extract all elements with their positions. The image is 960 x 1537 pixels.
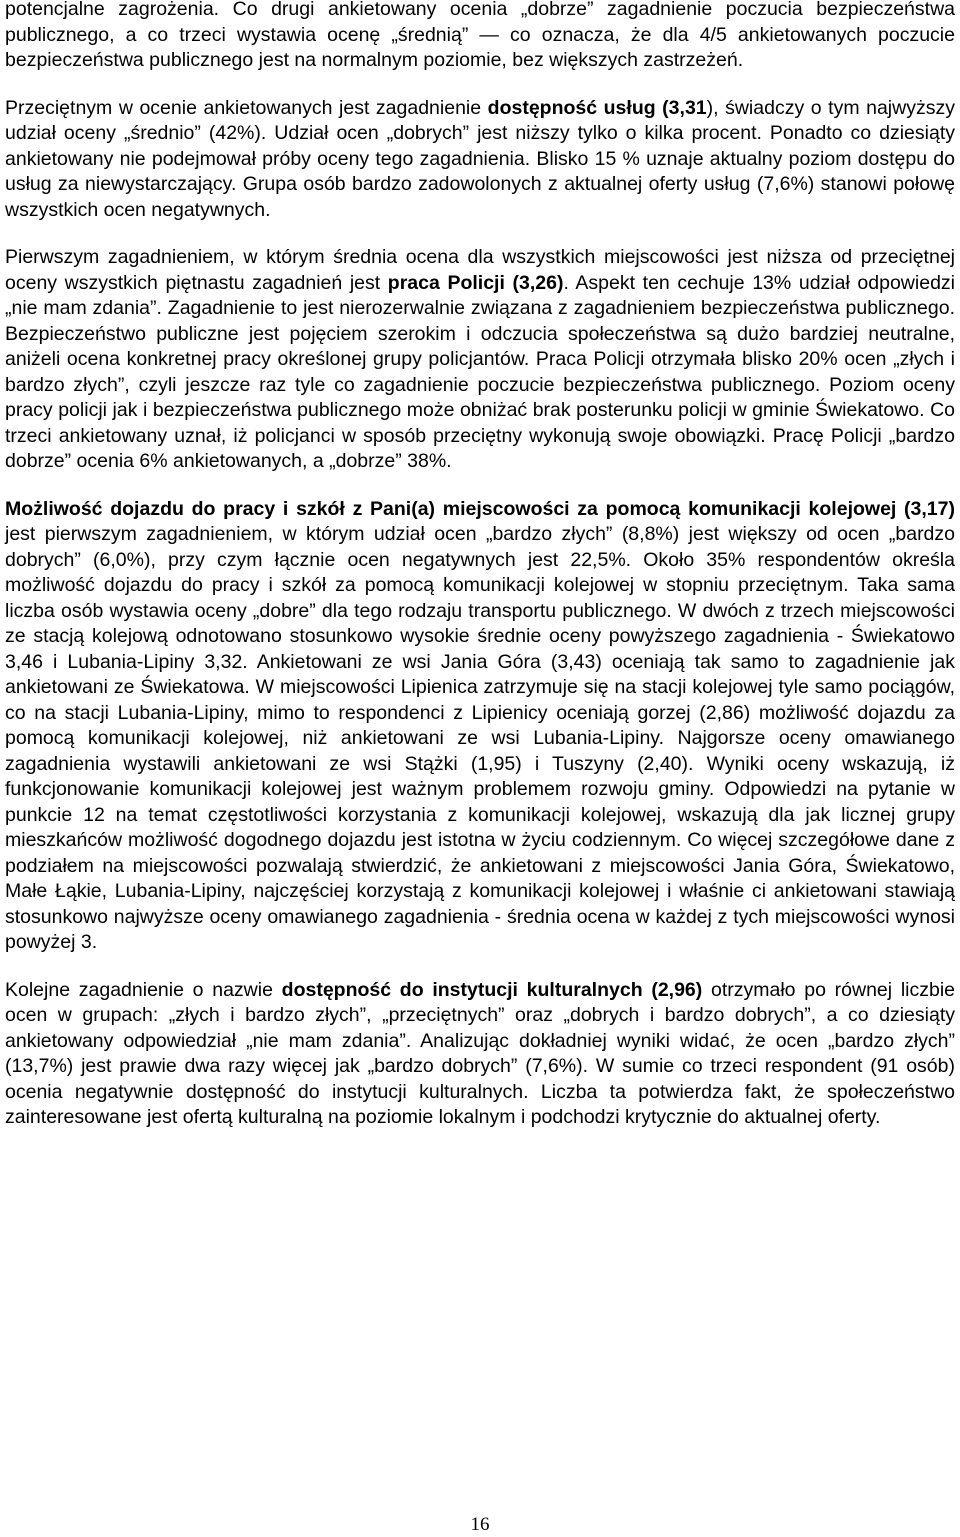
paragraph-public-safety <box>5 0 960 74</box>
paragraph-text: Przeciętnym w ocenie ankietowanych jest zagadnienie <box>5 96 488 119</box>
paragraph-text: Pierwszym zagadnieniem, w którym średnia ocena dla wszystkich miejscowości jest niższa od przeciętnej oceny wszystkich piętnastu zagadnień jest <box>5 246 960 294</box>
paragraph-police-work <box>5 245 960 475</box>
paragraph-text: . Aspekt ten cechuje 13% udział odpowiedzi „nie mam zdania”. Zagadnienie to jest nierozerwalnie związana z zagadnieniem bezpieczeństwa publicznego. Bezpieczeństwo publiczne jest pojęciem szerokim i odczucia społeczeństwa są dużo bardziej neutralne, aniżeli ocena konkretnej pracy określonej grupy policjantów. Praca Policji otrzymała blisko 20% ocen „złych i bardzo złych”, czyli jeszcze raz tyle co zagadnienie poczucie bezpieczeństwa publicznego. Poziom oceny pracy policji jak i bezpieczeństwa publicznego może obniżać brak posterunku policji w gminie Świekatowo. Co trzeci ankietowany uznał, iż policjanci w sposób przeciętny wykonują swoje obowiązki. Pracę Policji „bardzo dobrze” ocenia 6% ankietowanych, a „dobrze” 38%. <box>5 271 960 472</box>
page-number: 16 <box>470 1514 490 1535</box>
bold-phrase: dostępność usług (3,31 <box>487 96 707 119</box>
paragraph-text: otrzymało po równej liczbie ocen w grupach: „złych i bardzo złych”, „przeciętnych” oraz „dobrych i bardzo dobrych”, a co dziesiąty ankietowany odpowiedział „nie mam zdania”. Analizując dokładniej wyniki widać, że ocen „bardzo złych” (13,7%) jest prawie dwa razy więcej jak „bardzo dobrych” (7,6%). W sumie co trzeci respondent (91 osób) ocenia negatywnie dostępność do instytucji kulturalnych. Liczba ta potwierdza fakt, że społeczeństwo zainteresowane jest ofertą kulturalną na poziomie lokalnym i podchodzi krytycznie do aktualnej oferty. <box>5 978 960 1128</box>
bold-phrase: dostępność do instytucji kulturalnych (2,96) <box>281 978 703 1001</box>
bold-phrase: praca Policji (3,26) <box>387 271 564 294</box>
paragraph-text: potencjalne zagrożenia. Co drugi ankietowany ocenia „dobrze” zagadnienie poczucia bezpieczeństwa publicznego, a co trzeci wystawia ocenę „średnią” — co oznacza, że dla 4/5 ankietowanych poczucie bezpieczeństwa publicznego jest na normalnym poziomie, bez większych zastrzeżeń. <box>5 0 960 71</box>
paragraph-text: ), świadczy o tym najwyższy udział oceny „średnio” (42%). Udział ocen „dobrych” jest niższy tylko o kilka procent. Ponadto co dziesiąty ankietowany nie podejmował próby oceny tego zagadnienia. Blisko 15 % uznaje aktualny poziom dostępu do usług za niewystarczający. Grupa osób bardzo zadowolonych z aktualnej oferty usług (7,6%) stanowi połowę wszystkich ocen negatywnych. <box>5 96 960 221</box>
paragraph-services-access <box>5 96 960 224</box>
paragraph-text: Kolejne zagadnienie o nazwie <box>5 978 282 1001</box>
bold-phrase: Możliwość dojazdu do pracy i szkół z Pani(a) miejscowości za pomocą komunikacji kolejowej (3,17) <box>5 497 955 520</box>
paragraph-text: jest pierwszym zagadnieniem, w którym udział ocen „bardzo złych” (8,8%) jest większy od ocen „bardzo dobrych” (6,0%), przy czym łącznie ocen negatywnych jest 22,5%. Około 35% respondentów określa możliwość dojazdu do pracy i szkół za pomocą komunikacji kolejowej w stopniu przeciętnym. Taka sama liczba osób wystawia oceny „dobre” dla tego rodzaju transportu publicznego. W dwóch z trzech miejscowości ze stacją kolejową odnotowano stosunkowo wysokie średnie oceny powyższego zagadnienia - Świekatowo 3,46 i Lubania-Lipiny 3,32. Ankietowani ze wsi Jania Góra (3,43) oceniają tak samo to zagadnienie jak ankietowani ze Świekatowa. W miejscowości Lipienica zatrzymuje się na stacji kolejowej tyle samo pociągów, co na stacji Lubania-Lipiny, mimo to respondenci z Lipienicy oceniają gorzej (2,86) możliwość dojazdu za pomocą komunikacji kolejowej, niż ankietowani ze wsi Lubania-Lipiny. Najgorsze oceny omawianego zagadnienia wystawili ankietowani ze wsi Stążki (1,95) i Tuszyny (2,40). Wyniki oceny wskazują, iż funkcjonowanie komunikacji kolejowej jest ważnym problemem rozwoju gminy. Odpowiedzi na pytanie w punkcie 12 na temat częstotliwości korzystania z komunikacji kolejowej, wskazują dla jak licznej grupy mieszkańców możliwość dogodnego dojazdu jest istotna w życiu codziennym. Co więcej szczegółowe dane z podziałem na miejscowości pozwalają stwierdzić, że ankietowani z miejscowości Jania Góra, Świekatowo, Małe Łąkie, Lubania-Lipiny, najczęściej korzystają z komunikacji kolejowej i właśnie ci ankietowani stawiają stosunkowo najwyższe oceny omawianego zagadnienia - średnia ocena w każdej z tych miejscowości wynosi powyżej 3. <box>5 497 960 953</box>
paragraph-cultural-institutions <box>5 978 960 1131</box>
paragraph-rail-transport <box>5 497 960 956</box>
document-body <box>5 0 960 1153</box>
